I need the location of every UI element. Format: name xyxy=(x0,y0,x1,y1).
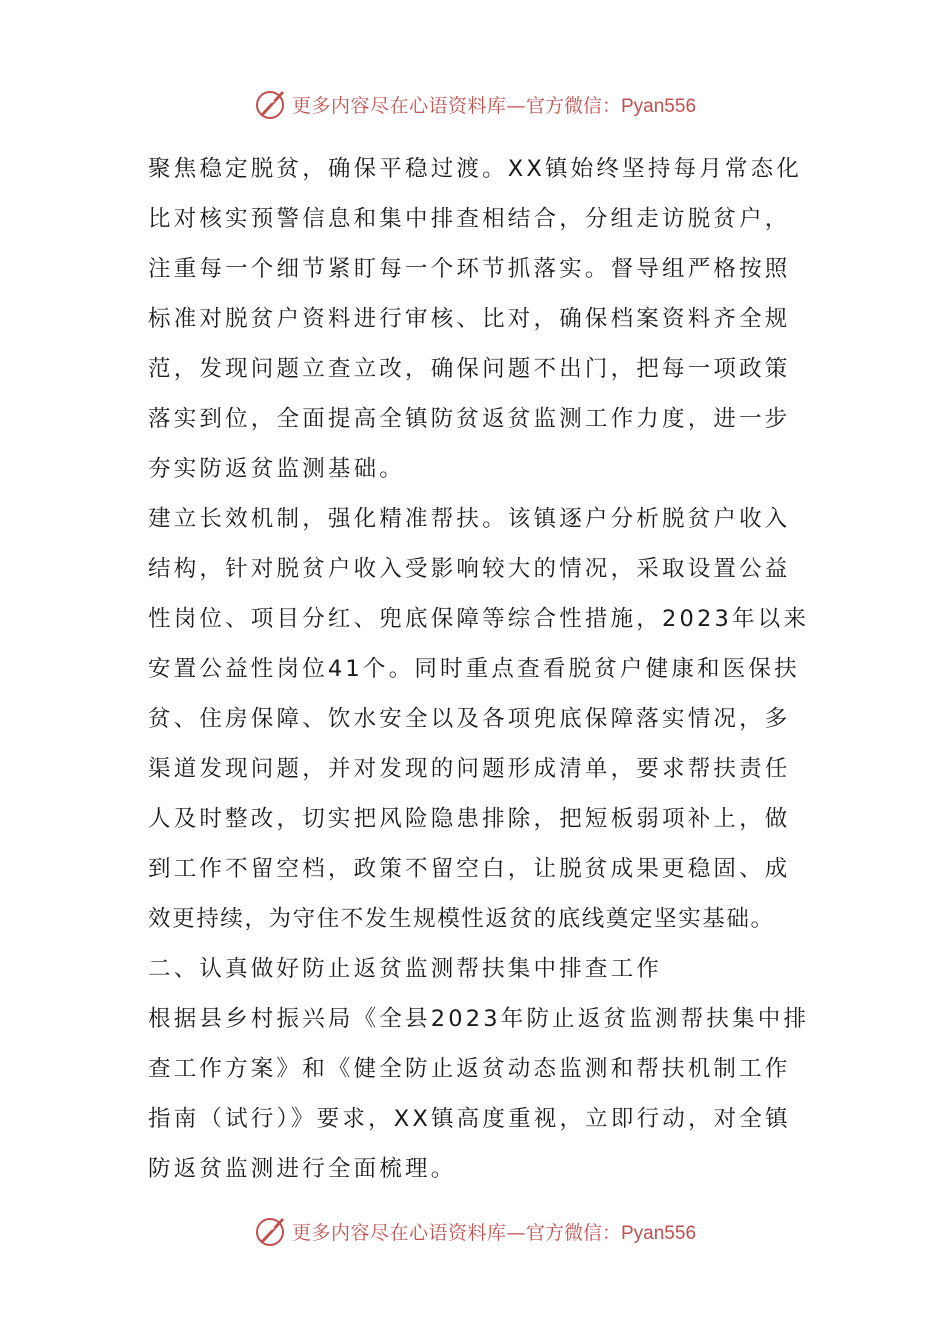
text-line: 根据县乡村振兴局《全县2023年防止返贫监测帮扶集中排 xyxy=(148,1006,810,1032)
quill-logo-icon xyxy=(254,1214,288,1248)
text-line: 贫、住房保障、饮水安全以及各项兜底保障落实情况，多 xyxy=(148,706,791,732)
text-line: 人及时整改，切实把风险隐患排除，把短板弱项补上，做 xyxy=(148,806,791,832)
quill-logo-icon xyxy=(254,87,288,121)
text-line: 夯实防返贫监测基础。 xyxy=(148,456,406,482)
banner-wechat: 官方微信：Pyan556 xyxy=(526,95,697,117)
text-line: 效更持续，为守住不发生规模性返贫的底线奠定坚实基础。 xyxy=(148,906,775,932)
text-line: 比对核实预警信息和集中排查相结合，分组走访脱贫户， xyxy=(148,206,791,232)
text-line: 指南（试行）》要求，XX镇高度重视，立即行动，对全镇 xyxy=(148,1106,791,1132)
footer-watermark-banner xyxy=(0,1211,950,1251)
text-line: 建立长效机制，强化精准帮扶。该镇逐户分析脱贫户收入 xyxy=(148,506,791,532)
text-line: 防返贫监测进行全面梳理。 xyxy=(148,1156,457,1182)
header-watermark-banner xyxy=(0,84,950,124)
text-line: 聚焦稳定脱贫，确保平稳过渡。XX镇始终坚持每月常态化 xyxy=(148,156,803,182)
text-line: 标准对脱贫户资料进行审核、比对，确保档案资料齐全规 xyxy=(148,306,791,332)
text-line: 注重每一个细节紧盯每一个环节抓落实。督导组严格按照 xyxy=(148,256,791,282)
banner-text: 更多内容尽在心语资料库— xyxy=(291,1221,526,1244)
text-line: 渠道发现问题，并对发现的问题形成清单，要求帮扶责任 xyxy=(148,756,791,782)
text-line: 落实到位，全面提高全镇防贫返贫监测工作力度，进一步 xyxy=(148,406,791,432)
text-line: 结构，针对脱贫户收入受影响较大的情况，采取设置公益 xyxy=(148,556,791,582)
text-line: 范，发现问题立查立改，确保问题不出门，把每一项政策 xyxy=(148,356,791,382)
text-line: 安置公益性岗位41个。同时重点查看脱贫户健康和医保扶 xyxy=(148,656,800,682)
document-body xyxy=(148,144,808,1194)
text-line: 查工作方案》和《健全防止返贫动态监测和帮扶机制工作 xyxy=(148,1056,791,1082)
banner-wechat: 官方微信：Pyan556 xyxy=(526,1222,697,1244)
section-heading: 二、认真做好防止返贫监测帮扶集中排查工作 xyxy=(148,956,663,982)
banner-text: 更多内容尽在心语资料库— xyxy=(291,94,526,117)
text-line: 性岗位、项目分红、兜底保障等综合性措施，2023年以来 xyxy=(148,606,810,632)
text-line: 到工作不留空档，政策不留空白，让脱贫成果更稳固、成 xyxy=(148,856,791,882)
